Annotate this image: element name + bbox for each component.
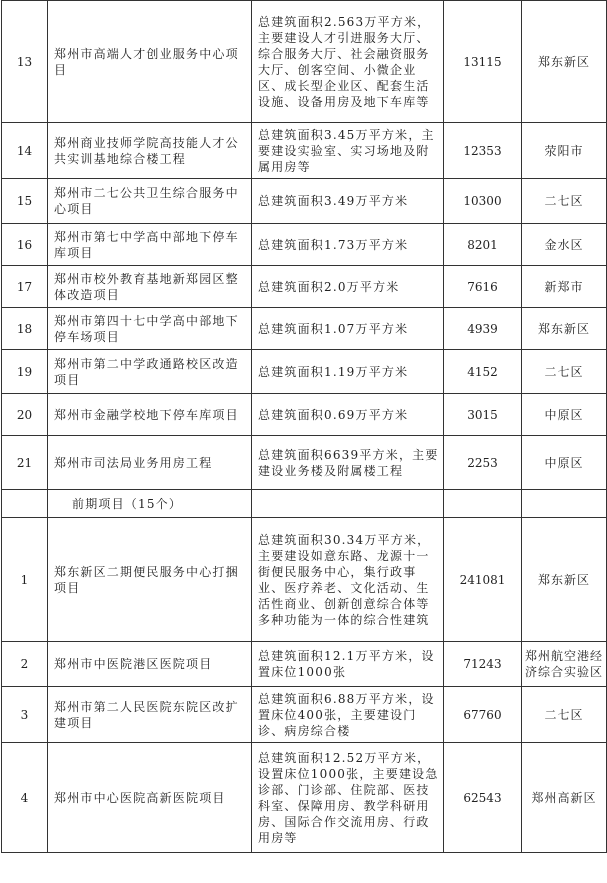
project-location: 中原区 xyxy=(522,394,607,436)
project-location: 新郑市 xyxy=(522,266,607,308)
row-number: 3 xyxy=(2,687,48,743)
section-title: 前期项目（15个） xyxy=(48,490,252,518)
project-location: 郑东新区 xyxy=(522,1,607,123)
project-location: 荥阳市 xyxy=(522,123,607,179)
project-area: 3015 xyxy=(444,394,522,436)
table-row xyxy=(2,224,607,266)
project-location xyxy=(522,490,607,518)
row-number: 14 xyxy=(2,123,48,179)
project-description: 总建筑面积12.1万平方米，设置床位1000张 xyxy=(252,642,444,687)
project-location: 二七区 xyxy=(522,350,607,394)
section-row xyxy=(2,490,607,518)
project-name: 郑州市司法局业务用房工程 xyxy=(48,436,252,490)
row-number: 19 xyxy=(2,350,48,394)
project-area xyxy=(444,490,522,518)
table-row xyxy=(2,1,607,123)
project-area: 13115 xyxy=(444,1,522,123)
row-number: 17 xyxy=(2,266,48,308)
project-name: 郑州市金融学校地下停车库项目 xyxy=(48,394,252,436)
row-number: 1 xyxy=(2,518,48,642)
project-table xyxy=(1,0,607,853)
project-area: 67760 xyxy=(444,687,522,743)
project-description: 总建筑面积1.73万平方米 xyxy=(252,224,444,266)
row-number xyxy=(2,490,48,518)
project-area: 4939 xyxy=(444,308,522,350)
project-description: 总建筑面积1.07万平方米 xyxy=(252,308,444,350)
project-name: 郑州市第二人民医院东院区改扩建项目 xyxy=(48,687,252,743)
project-area: 2253 xyxy=(444,436,522,490)
project-name: 郑州市第四十七中学高中部地下停车场项目 xyxy=(48,308,252,350)
project-location: 郑东新区 xyxy=(522,308,607,350)
table-row xyxy=(2,308,607,350)
project-location: 二七区 xyxy=(522,687,607,743)
project-area: 8201 xyxy=(444,224,522,266)
project-area: 10300 xyxy=(444,179,522,224)
table-row xyxy=(2,394,607,436)
project-description xyxy=(252,490,444,518)
project-location: 郑州高新区 xyxy=(522,743,607,853)
table-row xyxy=(2,518,607,642)
project-description: 总建筑面积6.88万平方米，设置床位400张，主要建设门诊、病房综合楼 xyxy=(252,687,444,743)
table-row xyxy=(2,350,607,394)
project-table-body xyxy=(2,1,607,853)
row-number: 18 xyxy=(2,308,48,350)
project-description: 总建筑面积3.45万平方米，主要建设实验室、实习场地及附属用房等 xyxy=(252,123,444,179)
table-row xyxy=(2,179,607,224)
project-name: 郑州市高端人才创业服务中心项目 xyxy=(48,1,252,123)
project-description: 总建筑面积3.49万平方米 xyxy=(252,179,444,224)
table-row xyxy=(2,743,607,853)
project-location: 郑州航空港经济综合实验区 xyxy=(522,642,607,687)
project-description: 总建筑面积6639平方米，主要建设业务楼及附属楼工程 xyxy=(252,436,444,490)
project-name: 郑州市二七公共卫生综合服务中心项目 xyxy=(48,179,252,224)
row-number: 2 xyxy=(2,642,48,687)
project-name: 郑州市中心医院高新医院项目 xyxy=(48,743,252,853)
table-row xyxy=(2,266,607,308)
project-description: 总建筑面积30.34万平方米，主要建设如意东路、龙源十一街便民服务中心，集行政事业、医疗养老、文化活动、生活性商业、创新创意综合体等多种功能为一体的综合性建筑 xyxy=(252,518,444,642)
table-row xyxy=(2,687,607,743)
project-description: 总建筑面积12.52万平方米，设置床位1000张，主要建设急诊部、门诊部、住院部、医技科室、保障用房、教学科研用房、国际合作交流用房、行政用房等 xyxy=(252,743,444,853)
row-number: 16 xyxy=(2,224,48,266)
project-location: 金水区 xyxy=(522,224,607,266)
table-row xyxy=(2,123,607,179)
project-area: 62543 xyxy=(444,743,522,853)
project-name: 郑东新区二期便民服务中心打捆项目 xyxy=(48,518,252,642)
project-area: 241081 xyxy=(444,518,522,642)
project-name: 郑州商业技师学院高技能人才公共实训基地综合楼工程 xyxy=(48,123,252,179)
project-description: 总建筑面积0.69万平方米 xyxy=(252,394,444,436)
row-number: 4 xyxy=(2,743,48,853)
project-location: 中原区 xyxy=(522,436,607,490)
row-number: 21 xyxy=(2,436,48,490)
project-area: 4152 xyxy=(444,350,522,394)
project-name: 郑州市校外教育基地新郑园区整体改造项目 xyxy=(48,266,252,308)
project-area: 71243 xyxy=(444,642,522,687)
project-location: 二七区 xyxy=(522,179,607,224)
project-name: 郑州市第二中学政通路校区改造项目 xyxy=(48,350,252,394)
table-row xyxy=(2,642,607,687)
project-area: 12353 xyxy=(444,123,522,179)
table-row xyxy=(2,436,607,490)
project-description: 总建筑面积1.19万平方米 xyxy=(252,350,444,394)
project-description: 总建筑面积2.563万平方米，主要建设人才引进服务大厅、综合服务大厅、社会融资服务大厅、创客空间、小微企业区、成长型企业区、配套生活设施、设备用房及地下车库等 xyxy=(252,1,444,123)
project-name: 郑州市中医院港区医院项目 xyxy=(48,642,252,687)
project-location: 郑东新区 xyxy=(522,518,607,642)
project-area: 7616 xyxy=(444,266,522,308)
project-description: 总建筑面积2.0万平方米 xyxy=(252,266,444,308)
row-number: 20 xyxy=(2,394,48,436)
project-name: 郑州市第七中学高中部地下停车库项目 xyxy=(48,224,252,266)
row-number: 15 xyxy=(2,179,48,224)
row-number: 13 xyxy=(2,1,48,123)
